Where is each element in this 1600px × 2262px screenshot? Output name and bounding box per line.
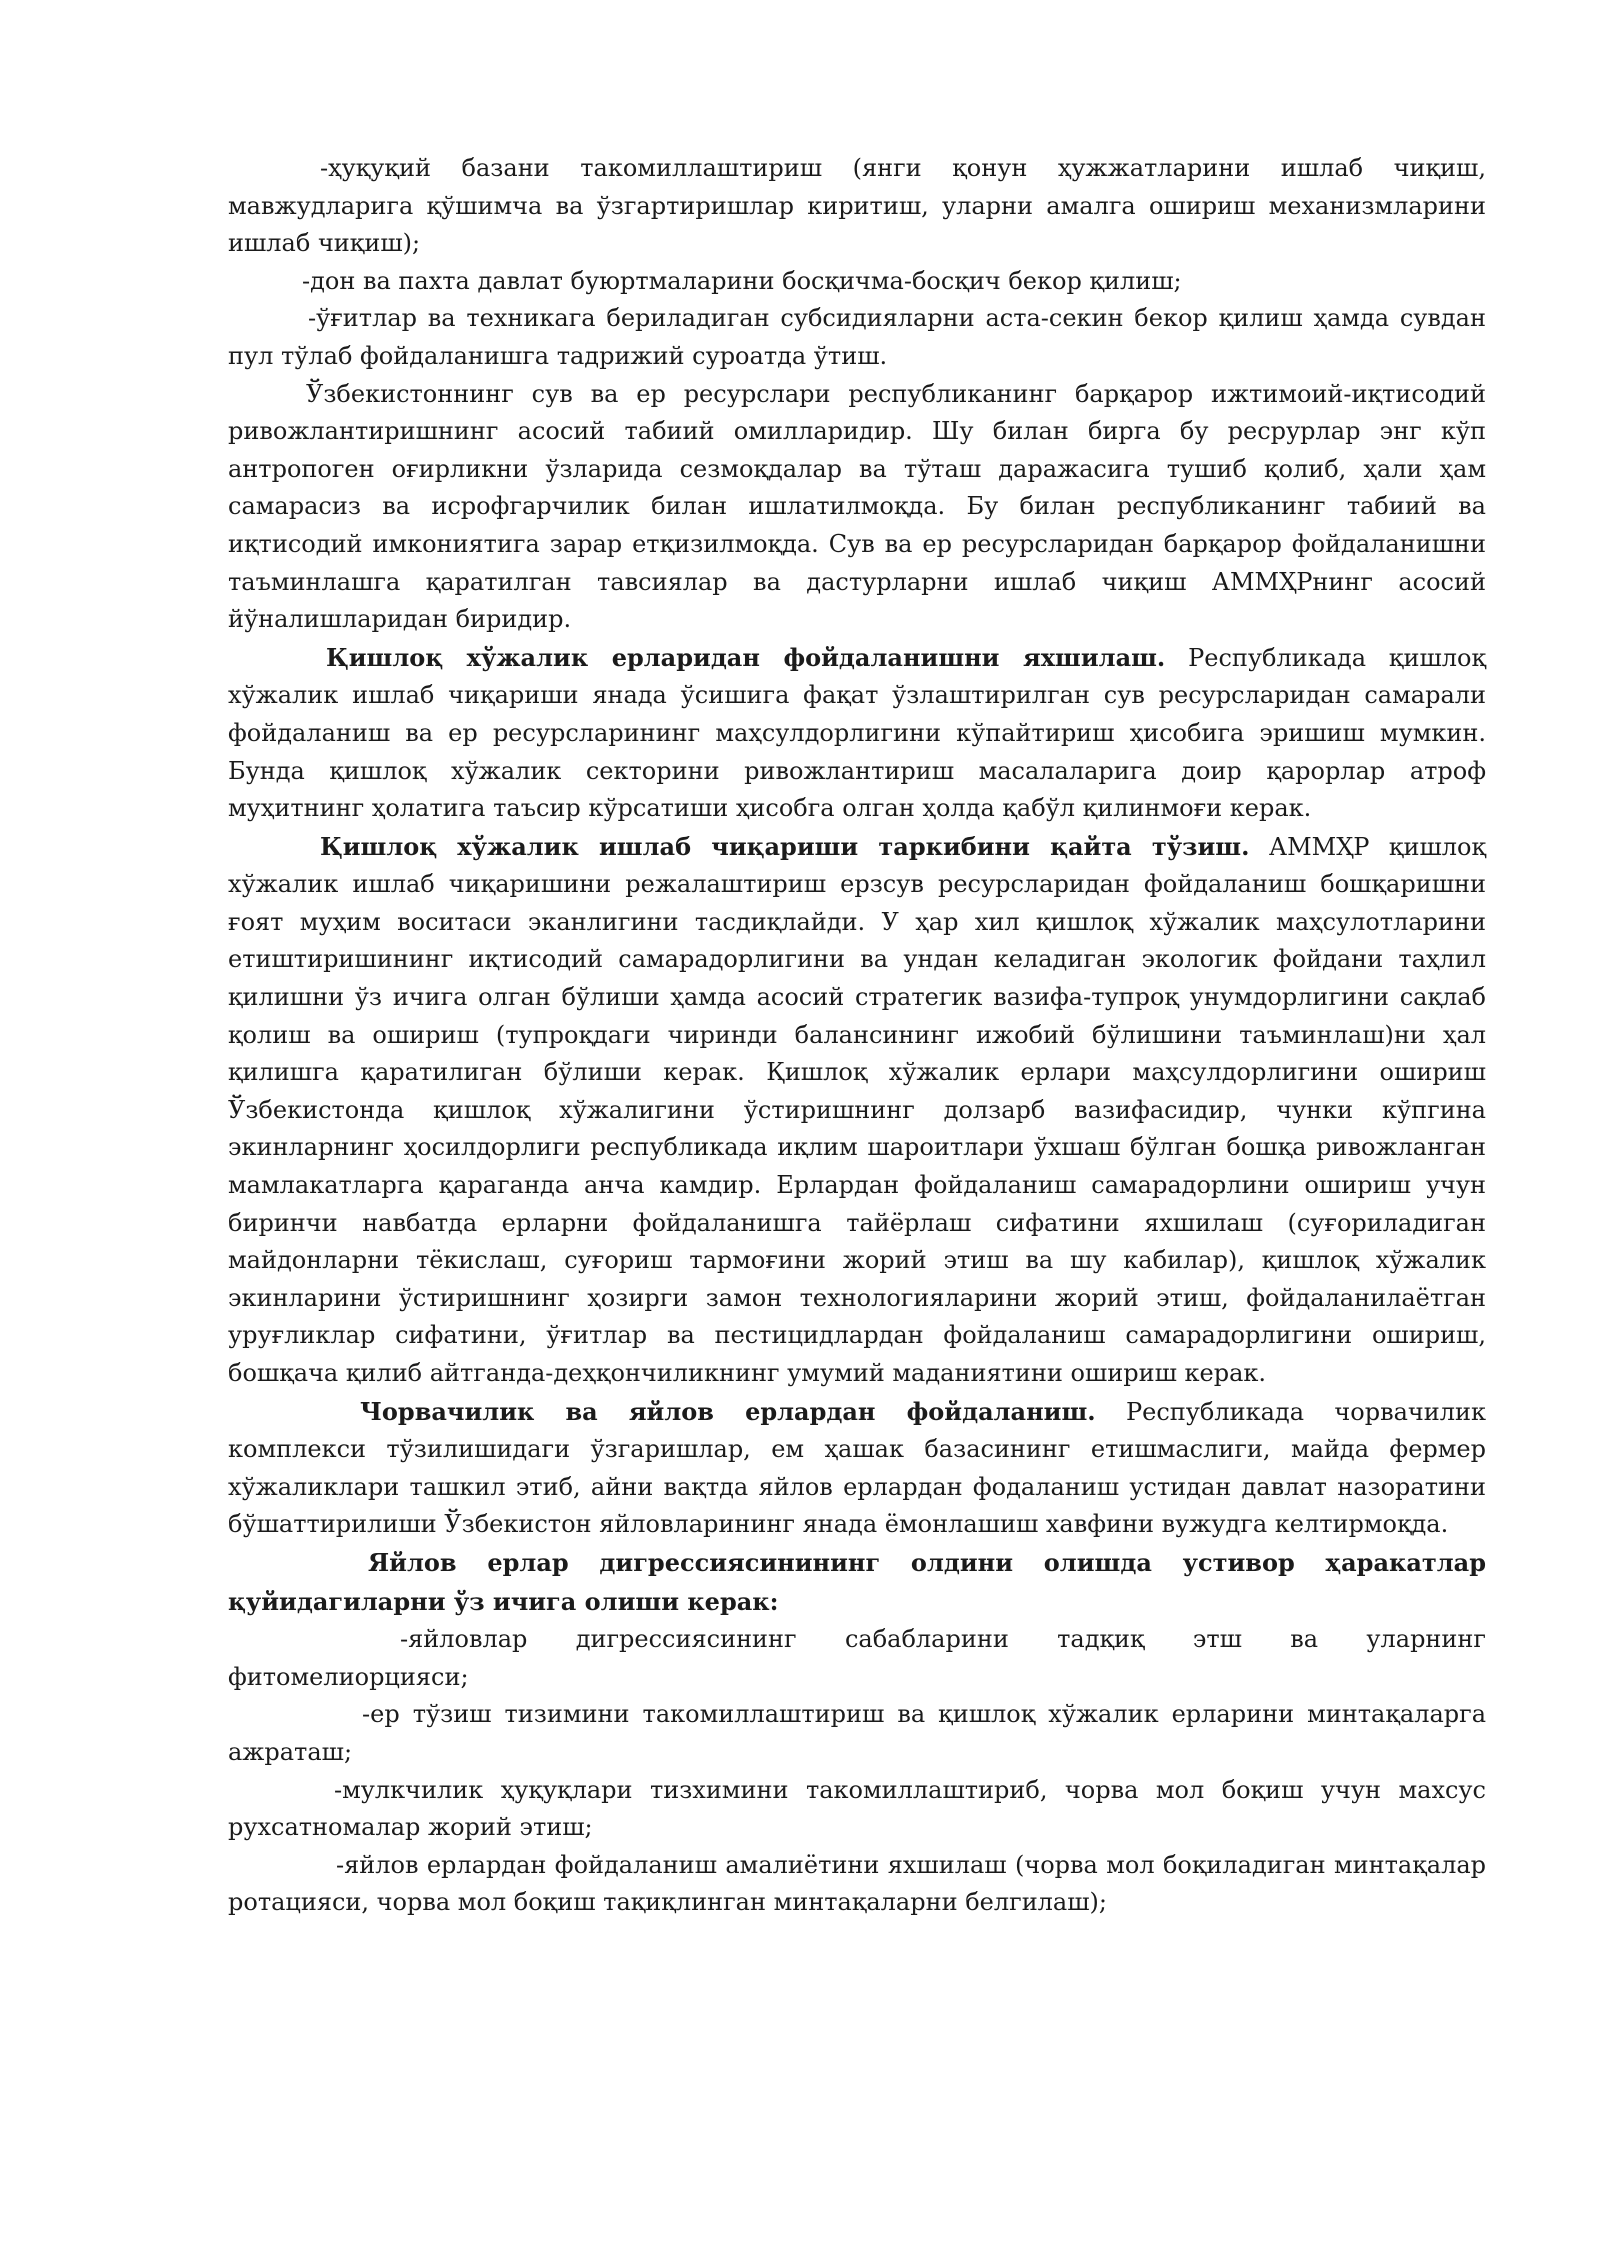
paragraph-grain-cotton (228, 263, 1486, 301)
paragraph-pasture-priorities (228, 1544, 1486, 1621)
paragraph-list-item-pasture-practice (228, 1847, 1486, 1922)
paragraph-text: -ер тўзиш тизимини такомиллаштириш ва қишлоқ хўжалик ерларини минтақаларга ажраташ; (228, 1700, 1486, 1766)
document-page (228, 150, 1486, 1922)
paragraph-livestock-pasture (228, 1393, 1486, 1544)
paragraph-text: -дон ва пахта давлат буюртмаларини босқичма-босқич бекор қилиш; (302, 266, 1182, 295)
paragraph-subsidies (228, 300, 1486, 375)
paragraph-text: -ўғитлар ва техникага бериладиган субсидияларни аста-секин бекор қилиш ҳамда сувдан пул тўлаб фойдаланишга тадрижий суроатда ўтиш. (228, 304, 1486, 370)
paragraph-heading: Қишлоқ хўжалик ишлаб чиқариши таркибини қайта тўзиш. (320, 831, 1250, 861)
paragraph-text: Республикада чорвачилик комплекси тўзилишидаги ўзгаришлар, ем ҳашак базасининг етишмаслиги, майда фермер хўжаликлари ташкил этиб, айни вақтда яйлов ерлардан фодаланиш устидан давлат назоратини бўшаттирилиши Ўзбекистон яйловларининг янада ёмонлашиш хавфини вужудга келтирмоқда. (228, 1397, 1486, 1539)
paragraph-text: -мулкчилик ҳуқуқлари тизхимини такомиллаштириб, чорва мол боқиш учун махсус рухсатномалар жорий этиш; (228, 1775, 1486, 1842)
paragraph-heading: Чорвачилик ва яйлов ерлардан фойдаланиш. (360, 1396, 1096, 1426)
paragraph-text: Ўзбекистоннинг сув ва ер ресурслари республиканинг барқарор ижтимоий-иқтисодий ривожлантиришнинг асосий табиий омилларидир. Шу билан бирга бу ресрурлар энг кўп антропоген оғирликни ўзларида сезмоқдалар ва тўташ даражасига тушиб қолиб, ҳали ҳам самарасиз ва исрофгарчилик билан ишлатилмоқда. Бу билан республиканинг табиий ва иқтисодий имкониятига зарар етқизилмоқда. Сув ва ер ресурсларидан барқарор фойдаланишни таъминлашга қаратилган тавсиялар ва дастурларни ишлаб чиқиш АММҲРнинг асосий йўналишларидан биридир. (228, 379, 1486, 634)
paragraph-legal-base (228, 150, 1486, 263)
paragraph-text: АММҲР қишлоқ хўжалик ишлаб чиқаришини режалаштириш ерзсув ресурсларидан фойдаланиш бошқаришни ғоят муҳим воситаси эканлигини тасдиқлайди. У ҳар хил қишлоқ хўжалик маҳсулотларини етиштиришининг иқтисодий самарадорлигини ва ундан келадиган экологик фойдани таҳлил қилишни ўз ичига олган бўлиши ҳамда асосий стратегик вазифа-тупроқ унумдорлигини сақлаб қолиш ва ошириш (тупроқдаги чиринди балансининг ижобий бўлишини таъминлаш)ни ҳал қилишга қаратилиган бўлиши керак. Қишлоқ хўжалик ерлари маҳсулдорлигини ошириш Ўзбекистонда қишлоқ хўжалигини ўстиришнинг долзарб вазифасидир, чунки кўпгина экинларнинг ҳосилдорлиги республикада иқлим шароитлари ўхшаш бўлган бошқа ривожланган мамлакатларга қараганда анча камдир. Ерлардан фойдаланиш самарадорлини ошириш учун биринчи навбатда ерларни фойдаланишга тайёрлаш сифатини яхшилаш (суғориладиган майдонларни тёкислаш, суғориш тармоғини жорий этиш ва шу кабилар), қишлоқ хўжалик экинларини ўстиришнинг ҳозирги замон технологияларини жорий этиш, фойдаланилаётган уруғликлар сифатини, ўғитлар ва пестицидлардан фойдаланиш самарадорлигини ошириш, бошқача қилиб айтганда-деҳқончиликнинг умумий маданиятини ошириш керак. (228, 832, 1487, 1387)
paragraph-list-item-digression (228, 1621, 1486, 1696)
paragraph-heading: Қишлоқ хўжалик ерларидан фойдаланишни яхшилаш. (326, 642, 1166, 672)
paragraph-list-item-property-rights (228, 1772, 1486, 1847)
paragraph-list-item-land-system (228, 1696, 1486, 1771)
paragraph-text: Республикада қишлоқ хўжалик ишлаб чиқариши янада ўсишига фақат ўзлаштирилган сув ресурсларидан самарали фойдаланиш ва ер ресурсларининг маҳсулдорлигини кўпайтириш ҳисобига эришиш мумкин. Бунда қишлоқ хўжалик секторини ривожлантириш масалаларига доир қарорлар атроф муҳитнинг ҳолатига таъсир кўрсатиши ҳисобга олган ҳолда қабўл қилинмоғи керак. (228, 643, 1487, 823)
paragraph-water-land (228, 376, 1486, 639)
paragraph-text: -ҳуқуқий базани такомиллаштириш (янги қонун ҳужжатларини ишлаб чиқиш, мавжудларига қўшимча ва ўзгартиришлар киритиш, уларни амалга ошириш механизмларини ишлаб чиқиш); (228, 154, 1486, 258)
paragraph-text: -яйлов ерлардан фойдаланиш амалиётини яхшилаш (чорва мол боқиладиган минтақалар ротацияси, чорва мол боқиш тақиқлинган минтақаларни белгилаш); (228, 1850, 1486, 1917)
paragraph-text: -яйловлар дигрессиясининг сабабларини тадқиқ этш ва уларнинг фитомелиорцияси; (228, 1625, 1486, 1691)
paragraph-agri-land-use (228, 639, 1486, 828)
paragraph-agri-restructuring (228, 828, 1486, 1393)
paragraph-heading: Яйлов ерлар дигрессиясинининг олдини олишда устивор ҳаракатлар қуйидагиларни ўз ичига олиши керак: (228, 1547, 1486, 1616)
